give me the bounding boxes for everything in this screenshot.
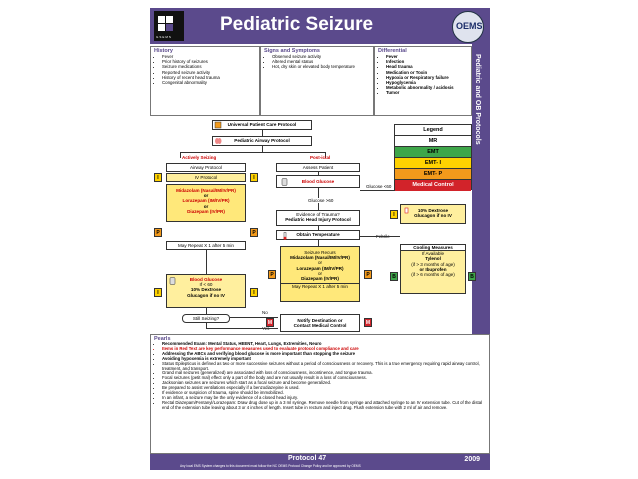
or-line: or bbox=[203, 193, 209, 199]
differential-item: • Hypoxia or Respiratory failure bbox=[386, 75, 468, 80]
still-seizing-box bbox=[182, 314, 230, 323]
notify-box bbox=[280, 314, 360, 332]
legend-title: Legend bbox=[395, 125, 471, 136]
level-i-badge: I bbox=[250, 288, 258, 297]
level-b-badge: B bbox=[390, 272, 398, 281]
still-seizing-label: Still Seizing? bbox=[192, 316, 220, 321]
iv-protocol-box bbox=[166, 173, 246, 182]
protocol-year: 2009 bbox=[464, 456, 480, 463]
level-p-badge: P bbox=[268, 270, 276, 279]
midazolam-line: Midazolam (Nasal/IM/IV/PR) bbox=[290, 255, 350, 261]
pearl-item: • In an infant, a seizure may be the only evidence of a closed head injury. bbox=[162, 396, 486, 401]
logo bbox=[154, 11, 184, 41]
obtain-temperature-label: Obtain Temperature bbox=[296, 232, 340, 237]
blood-glucose-box-2 bbox=[166, 274, 246, 308]
glucagon-label: Glucagon if no IV bbox=[414, 213, 452, 219]
legend-mr: MR bbox=[395, 136, 471, 147]
actively-seizing-label: Actively Seizing bbox=[182, 155, 217, 160]
syringe-icon bbox=[403, 207, 411, 215]
pearl-item: • If evidence or suspicion of trauma, spine should be immobilized. bbox=[162, 391, 486, 396]
assess-patient-box bbox=[276, 163, 360, 172]
pearl-item: • Recommended Exam: Mental Status, HEENT, Heart, Lungs, Extremities, Neuro bbox=[162, 342, 486, 347]
sidebar-banner bbox=[472, 44, 490, 334]
legend-emt-i: EMT- I bbox=[395, 158, 471, 169]
blood-glucose-label: Blood Glucose bbox=[301, 179, 335, 184]
logo-text: GSEMS bbox=[156, 35, 172, 39]
legend bbox=[394, 124, 472, 190]
lungs-icon bbox=[214, 137, 222, 145]
assess-patient-label: Assess Patient bbox=[302, 165, 334, 170]
pearl-item: • Jacksonian seizures are seizures which start as a focal seizure and become generalized. bbox=[162, 381, 486, 386]
universal-protocol-label: Universal Patient Care Protocol bbox=[227, 122, 297, 127]
diazepam-line: Diazepam (IV/PR) bbox=[301, 276, 339, 282]
differential-item: • Tumor bbox=[386, 90, 468, 95]
history-box bbox=[150, 46, 260, 116]
airway-protocol-left-label: Airway Protocol bbox=[190, 165, 222, 170]
pearls-box bbox=[150, 334, 490, 454]
pearl-item: • Be prepared to assist ventilations especially if a benzodiazepine is used. bbox=[162, 386, 486, 391]
history-item: • Fever bbox=[162, 54, 256, 59]
history-item: • Reported seizure activity bbox=[162, 70, 256, 75]
repeat-label-2: May Repeat X 1 after 5 min bbox=[281, 283, 359, 289]
oems-seal bbox=[452, 11, 484, 43]
signs-box bbox=[260, 46, 374, 116]
legend-emt: EMT bbox=[395, 147, 471, 158]
footer-bar bbox=[150, 454, 490, 470]
pearl-item: • Rectal Diazepam/Fentanyl/Lorazepam: Draw drug dose up in a 3 ml syringe. Remove needle from syringe and attached syringe to an IV extension tube. Cut of the distal end of the extension tube leaving about 3 or 4 inches of length. Insert tube in rectum and inject drug. Flush extension tube with 2 ml of air and remove. bbox=[162, 401, 486, 411]
glucometer-icon bbox=[281, 178, 289, 186]
seizure-recurs: Seizure Recurs bbox=[304, 250, 336, 255]
benzo-box-2 bbox=[280, 246, 360, 302]
midazolam-line: Midazolam (Nasal/IM/IV/PR) bbox=[176, 188, 236, 193]
history-item: • Seizure medications bbox=[162, 64, 256, 69]
airway-protocol-label: Pediatric Airway Protocol bbox=[234, 138, 290, 143]
lorazepam-line: Lorazepam (IM/IV/PR) bbox=[182, 198, 230, 204]
differential-item: • Hypoglycemia bbox=[386, 80, 468, 85]
post-ictal-label: Post-ictal bbox=[310, 155, 331, 160]
differential-item: • Head trauma bbox=[386, 64, 468, 69]
level-p-badge: P bbox=[154, 228, 162, 237]
pearl-item: • Status Epilepticus is defined as two or more successive seizures without a period of consciousness or recovery. This is a true emergency requiring rapid airway control, treatment, and transport. bbox=[162, 362, 486, 372]
notify-line-1: Notify Destination or bbox=[297, 318, 343, 323]
iv-protocol-label: IV Protocol bbox=[194, 175, 218, 180]
ibuprofen-age-label: (if > 6 months of age) bbox=[411, 272, 455, 278]
history-item: • Prior history of seizures bbox=[162, 59, 256, 64]
signs-item: • Altered mental status bbox=[272, 59, 370, 64]
or-line: or bbox=[317, 270, 323, 276]
cooling-measures-label: Cooling Measures bbox=[401, 245, 465, 251]
differential-item: • Metabolic abnormality / acidosis bbox=[386, 85, 468, 90]
dextrose-box bbox=[400, 204, 466, 224]
protocol-page bbox=[150, 8, 490, 470]
level-p-badge: P bbox=[250, 228, 258, 237]
airway-protocol-left-box bbox=[166, 163, 246, 172]
bg2-dextrose: 10% Dextrose bbox=[190, 287, 222, 293]
dextrose-label: 10% Dextrose bbox=[417, 208, 449, 213]
page-title: Pediatric Seizure bbox=[220, 14, 374, 35]
trauma-question: Evidence of Trauma? bbox=[296, 212, 340, 217]
clipboard-icon bbox=[214, 121, 222, 129]
bg2-glucagon: Glucagon if no IV bbox=[187, 292, 225, 298]
signs-item: • Observed seizure activity bbox=[272, 54, 370, 59]
diazepam-line: Diazepam (IV/PR) bbox=[187, 208, 225, 214]
glucose-lt60-label: Glucose <60 bbox=[366, 184, 392, 189]
header-bar bbox=[150, 8, 490, 44]
tylenol-label: Tylenol bbox=[425, 256, 441, 262]
signs-title: Signs and Symptoms bbox=[264, 48, 320, 54]
pearl-item: • Items in Red Text are key performance measures used to evaluate protocol compliance and care bbox=[162, 347, 486, 352]
head-injury-protocol: Pediatric Head Injury Protocol bbox=[285, 217, 351, 223]
or-line: or bbox=[203, 203, 209, 209]
legend-medical-control: Medical Control bbox=[395, 180, 471, 191]
if-available-label: If Available bbox=[421, 251, 445, 257]
pearl-item: • Focal seizures (petit mal) effect only a part of the body and are not usually result in a loss of consciousness. bbox=[162, 376, 486, 381]
glucose-gt60-label: Glucose >60 bbox=[308, 198, 334, 203]
protocol-number: Protocol 47 bbox=[288, 455, 327, 462]
history-item: • History of recent head trauma bbox=[162, 75, 256, 80]
legend-emt-p: EMT- P bbox=[395, 169, 471, 180]
bg2-lt60: If < 60 bbox=[199, 282, 213, 288]
lorazepam-line: Lorazepam (IM/IV/PR) bbox=[296, 265, 344, 271]
repeat-label-1: May Repeat X 1 after 5 min bbox=[178, 243, 234, 248]
airway-protocol-box bbox=[212, 136, 312, 146]
sidebar-text: Pediatric and OB Protocols bbox=[474, 54, 481, 145]
level-m-badge: M bbox=[365, 320, 371, 326]
differential-title: Differential bbox=[378, 48, 407, 54]
signs-item: • Hot, dry skin or elevated body temperature bbox=[272, 64, 370, 69]
level-i-badge: I bbox=[154, 173, 162, 182]
footer-note: Any local EMS System changes to this document must follow the NC OEMS Protocol Change Policy and be approved by OEMS bbox=[180, 464, 361, 468]
ibuprofen-label: or Ibuprofen bbox=[419, 266, 447, 272]
trauma-box bbox=[276, 210, 360, 226]
pearl-item: • Avoiding hypoxemia is extremely important bbox=[162, 357, 486, 362]
thermometer-icon bbox=[281, 232, 289, 240]
universal-protocol-box bbox=[212, 120, 312, 130]
differential-item: • Medication or Toxin bbox=[386, 70, 468, 75]
level-m-badge: M bbox=[267, 320, 273, 326]
oems-seal-text: OEMS bbox=[456, 21, 483, 31]
level-i-badge: I bbox=[250, 173, 258, 182]
level-p-badge: P bbox=[364, 270, 372, 279]
benzo-box-1 bbox=[166, 184, 246, 222]
cooling-box bbox=[400, 244, 466, 294]
pearls-title: Pearls bbox=[154, 336, 171, 342]
glucometer-icon bbox=[169, 277, 177, 285]
differential-box bbox=[374, 46, 472, 116]
blood-glucose-box bbox=[276, 175, 360, 188]
pearl-item: • Grand mal seizures (generalized) are associated with loss of consciousness, incontinence, and tongue trauma. bbox=[162, 371, 486, 376]
level-i-badge: I bbox=[390, 210, 398, 219]
history-item: • Congenital abnormality bbox=[162, 80, 256, 85]
bg2-title: Blood Glucose bbox=[189, 277, 223, 282]
or-line: or bbox=[317, 260, 323, 266]
differential-item: • Fever bbox=[386, 54, 468, 59]
level-b-badge: B bbox=[468, 272, 476, 281]
obtain-temperature-box bbox=[276, 230, 360, 240]
no-label: No bbox=[262, 310, 268, 315]
differential-item: • Infection bbox=[386, 59, 468, 64]
tylenol-age-label: (if > 3 months of age) bbox=[411, 261, 455, 267]
level-i-badge: I bbox=[154, 288, 162, 297]
pearl-item: • Addressing the ABCs and verifying blood glucose is more important than stopping the seizure bbox=[162, 352, 486, 357]
notify-line-2: Contact Medical Control bbox=[293, 323, 347, 329]
repeat-box-1 bbox=[166, 241, 246, 250]
history-title: History bbox=[154, 48, 173, 54]
